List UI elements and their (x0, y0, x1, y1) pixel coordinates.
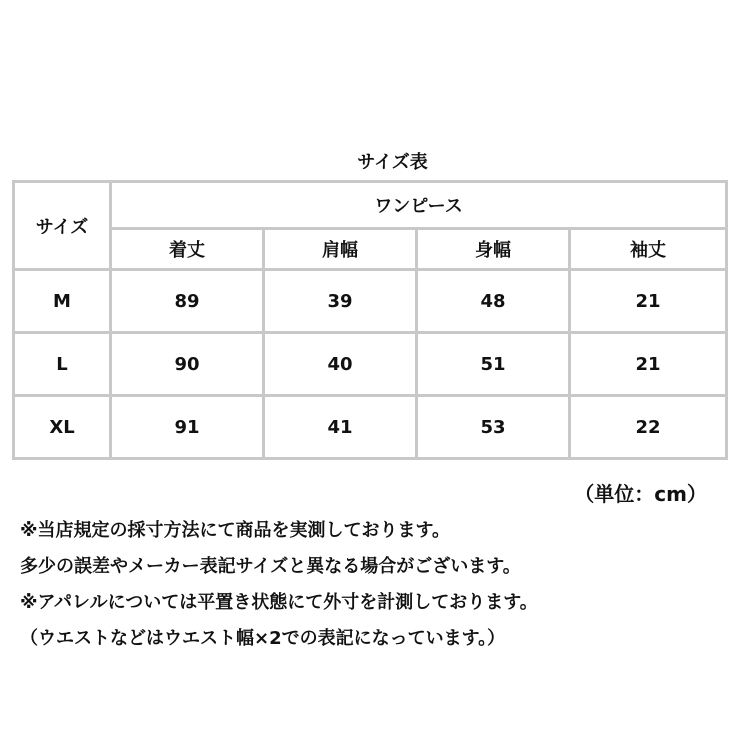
table-cell: 40 (264, 333, 417, 396)
table-cell: 39 (264, 270, 417, 333)
table-row (14, 333, 727, 396)
page-title: サイズ表 (357, 152, 428, 173)
table-subheader-row (14, 229, 727, 270)
table-row (14, 270, 727, 333)
table-cell: 48 (417, 270, 570, 333)
note-line: （ウエストなどはウエスト幅×2での表記になっています。） (20, 628, 506, 649)
size-label: L (14, 333, 111, 396)
table-cell: 53 (417, 396, 570, 459)
unit-note: （単位：cm） (574, 482, 707, 506)
table-cell: 21 (570, 333, 727, 396)
note-line: ※アパレルについては平置き状態にて外寸を計測しております。 (20, 592, 538, 613)
group-header-dress: ワンピース (111, 182, 727, 229)
table-row (14, 396, 727, 459)
table-cell: 91 (111, 396, 264, 459)
table-cell: 90 (111, 333, 264, 396)
table-cell: 21 (570, 270, 727, 333)
column-header-length: 着丈 (111, 229, 264, 270)
notes-block (20, 513, 730, 657)
column-header-shoulder: 肩幅 (264, 229, 417, 270)
column-header-sleeve: 袖丈 (570, 229, 727, 270)
size-column-header: サイズ (14, 182, 111, 270)
table-cell: 51 (417, 333, 570, 396)
table-header-row (14, 182, 727, 229)
size-chart-table (12, 180, 728, 460)
size-label: M (14, 270, 111, 333)
size-label: XL (14, 396, 111, 459)
table-cell: 89 (111, 270, 264, 333)
note-line: 多少の誤差やメーカー表記サイズと異なる場合がございます。 (20, 556, 521, 577)
table-cell: 22 (570, 396, 727, 459)
note-line: ※当店規定の採寸方法にて商品を実測しております。 (20, 520, 451, 541)
table-cell: 41 (264, 396, 417, 459)
column-header-body-width: 身幅 (417, 229, 570, 270)
